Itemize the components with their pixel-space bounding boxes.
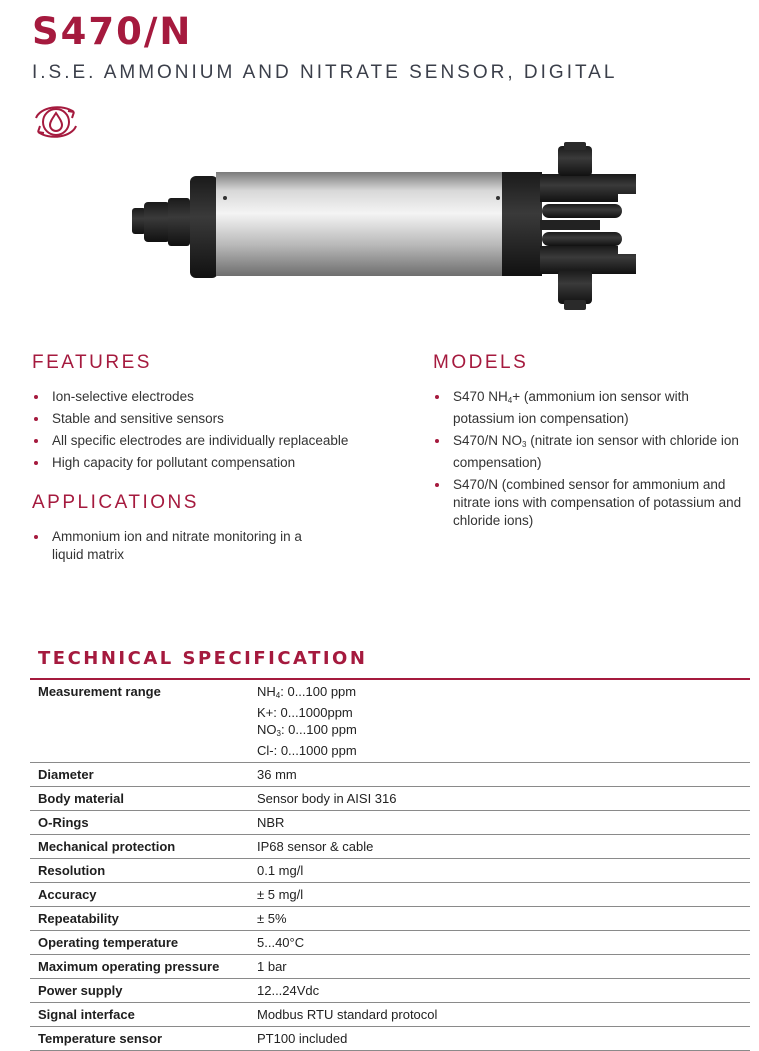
features-heading: FEATURES — [32, 352, 152, 373]
model-subscript: 3 — [522, 440, 527, 449]
table-row — [30, 883, 750, 907]
list-item — [433, 476, 743, 530]
list-item: High capacity for pollutant compensation — [32, 454, 392, 472]
range-line: Cl-: 0...1000 ppm — [257, 743, 357, 758]
spec-value: 36 mm — [250, 763, 750, 787]
list-item: All specific electrodes are individually replaceable — [32, 432, 392, 450]
spec-label: Operating temperature — [30, 931, 250, 955]
spec-label: Measurement range — [30, 680, 250, 763]
table-row — [30, 955, 750, 979]
spec-label: Repeatability — [30, 907, 250, 931]
applications-list — [32, 528, 322, 568]
table-row — [30, 907, 750, 931]
model-text: + (ammonium ion sensor with potassium ion compensation) — [453, 389, 689, 426]
spec-value: 0.1 mg/l — [250, 859, 750, 883]
spec-value: Sensor body in AISI 316 — [250, 787, 750, 811]
table-row — [30, 787, 750, 811]
spec-label: Body material — [30, 787, 250, 811]
spec-value: ± 5% — [250, 907, 750, 931]
table-row — [30, 763, 750, 787]
spec-value: NBR — [250, 811, 750, 835]
spec-value — [250, 680, 750, 763]
product-subtitle: I.S.E. AMMONIUM AND NITRATE SENSOR, DIGITAL — [32, 62, 618, 83]
spec-label: Temperature sensor — [30, 1027, 250, 1051]
product-title: S470/N — [32, 10, 193, 53]
spec-label: Mechanical protection — [30, 835, 250, 859]
spec-value: 5...40°C — [250, 931, 750, 955]
model-text: S470 NH — [453, 389, 508, 404]
table-row — [30, 859, 750, 883]
table-row — [30, 979, 750, 1003]
table-row — [30, 1027, 750, 1051]
spec-value: 1 bar — [250, 955, 750, 979]
spec-label: Signal interface — [30, 1003, 250, 1027]
applications-heading: APPLICATIONS — [32, 492, 199, 513]
spec-label: Accuracy — [30, 883, 250, 907]
spec-heading: TECHNICAL SPECIFICATION — [38, 648, 368, 669]
table-row — [30, 931, 750, 955]
list-item — [433, 388, 743, 428]
model-subscript: 4 — [507, 396, 513, 405]
spec-value: PT100 included — [250, 1027, 750, 1051]
list-item: Ion-selective electrodes — [32, 388, 392, 406]
model-text: S470/N (combined sensor for ammonium and nitrate ions with compensation of potassium and chloride ions) — [453, 477, 742, 528]
range-line: $NO_3$: 0...100 ppm — [257, 722, 357, 738]
spec-table — [30, 680, 750, 1051]
table-row — [30, 680, 750, 763]
spec-value: Modbus RTU standard protocol — [250, 1003, 750, 1027]
range-line: K+: 0...1000ppm — [257, 705, 353, 720]
list-item: Stable and sensitive sensors — [32, 410, 392, 428]
table-row — [30, 1003, 750, 1027]
range-line: $NH_4$: 0...100 ppm — [257, 684, 357, 700]
models-heading: MODELS — [433, 352, 529, 373]
spec-label: Power supply — [30, 979, 250, 1003]
spec-label: Maximum operating pressure — [30, 955, 250, 979]
spec-value: IP68 sensor & cable — [250, 835, 750, 859]
table-row — [30, 835, 750, 859]
spec-label: Diameter — [30, 763, 250, 787]
water-drop-cycle-icon — [30, 98, 82, 146]
spec-value: 12...24Vdc — [250, 979, 750, 1003]
spec-label: O-Rings — [30, 811, 250, 835]
list-item — [433, 432, 743, 472]
list-item: Ammonium ion and nitrate monitoring in a liquid matrix — [32, 528, 322, 564]
models-list — [433, 388, 743, 534]
table-row — [30, 811, 750, 835]
model-text: S470/N NO — [453, 433, 523, 448]
model-text: (nitrate ion sensor with chloride ion compensation) — [453, 433, 739, 470]
features-list — [32, 388, 392, 476]
spec-value: ± 5 mg/l — [250, 883, 750, 907]
spec-label: Resolution — [30, 859, 250, 883]
sensor-product-image — [128, 142, 648, 312]
